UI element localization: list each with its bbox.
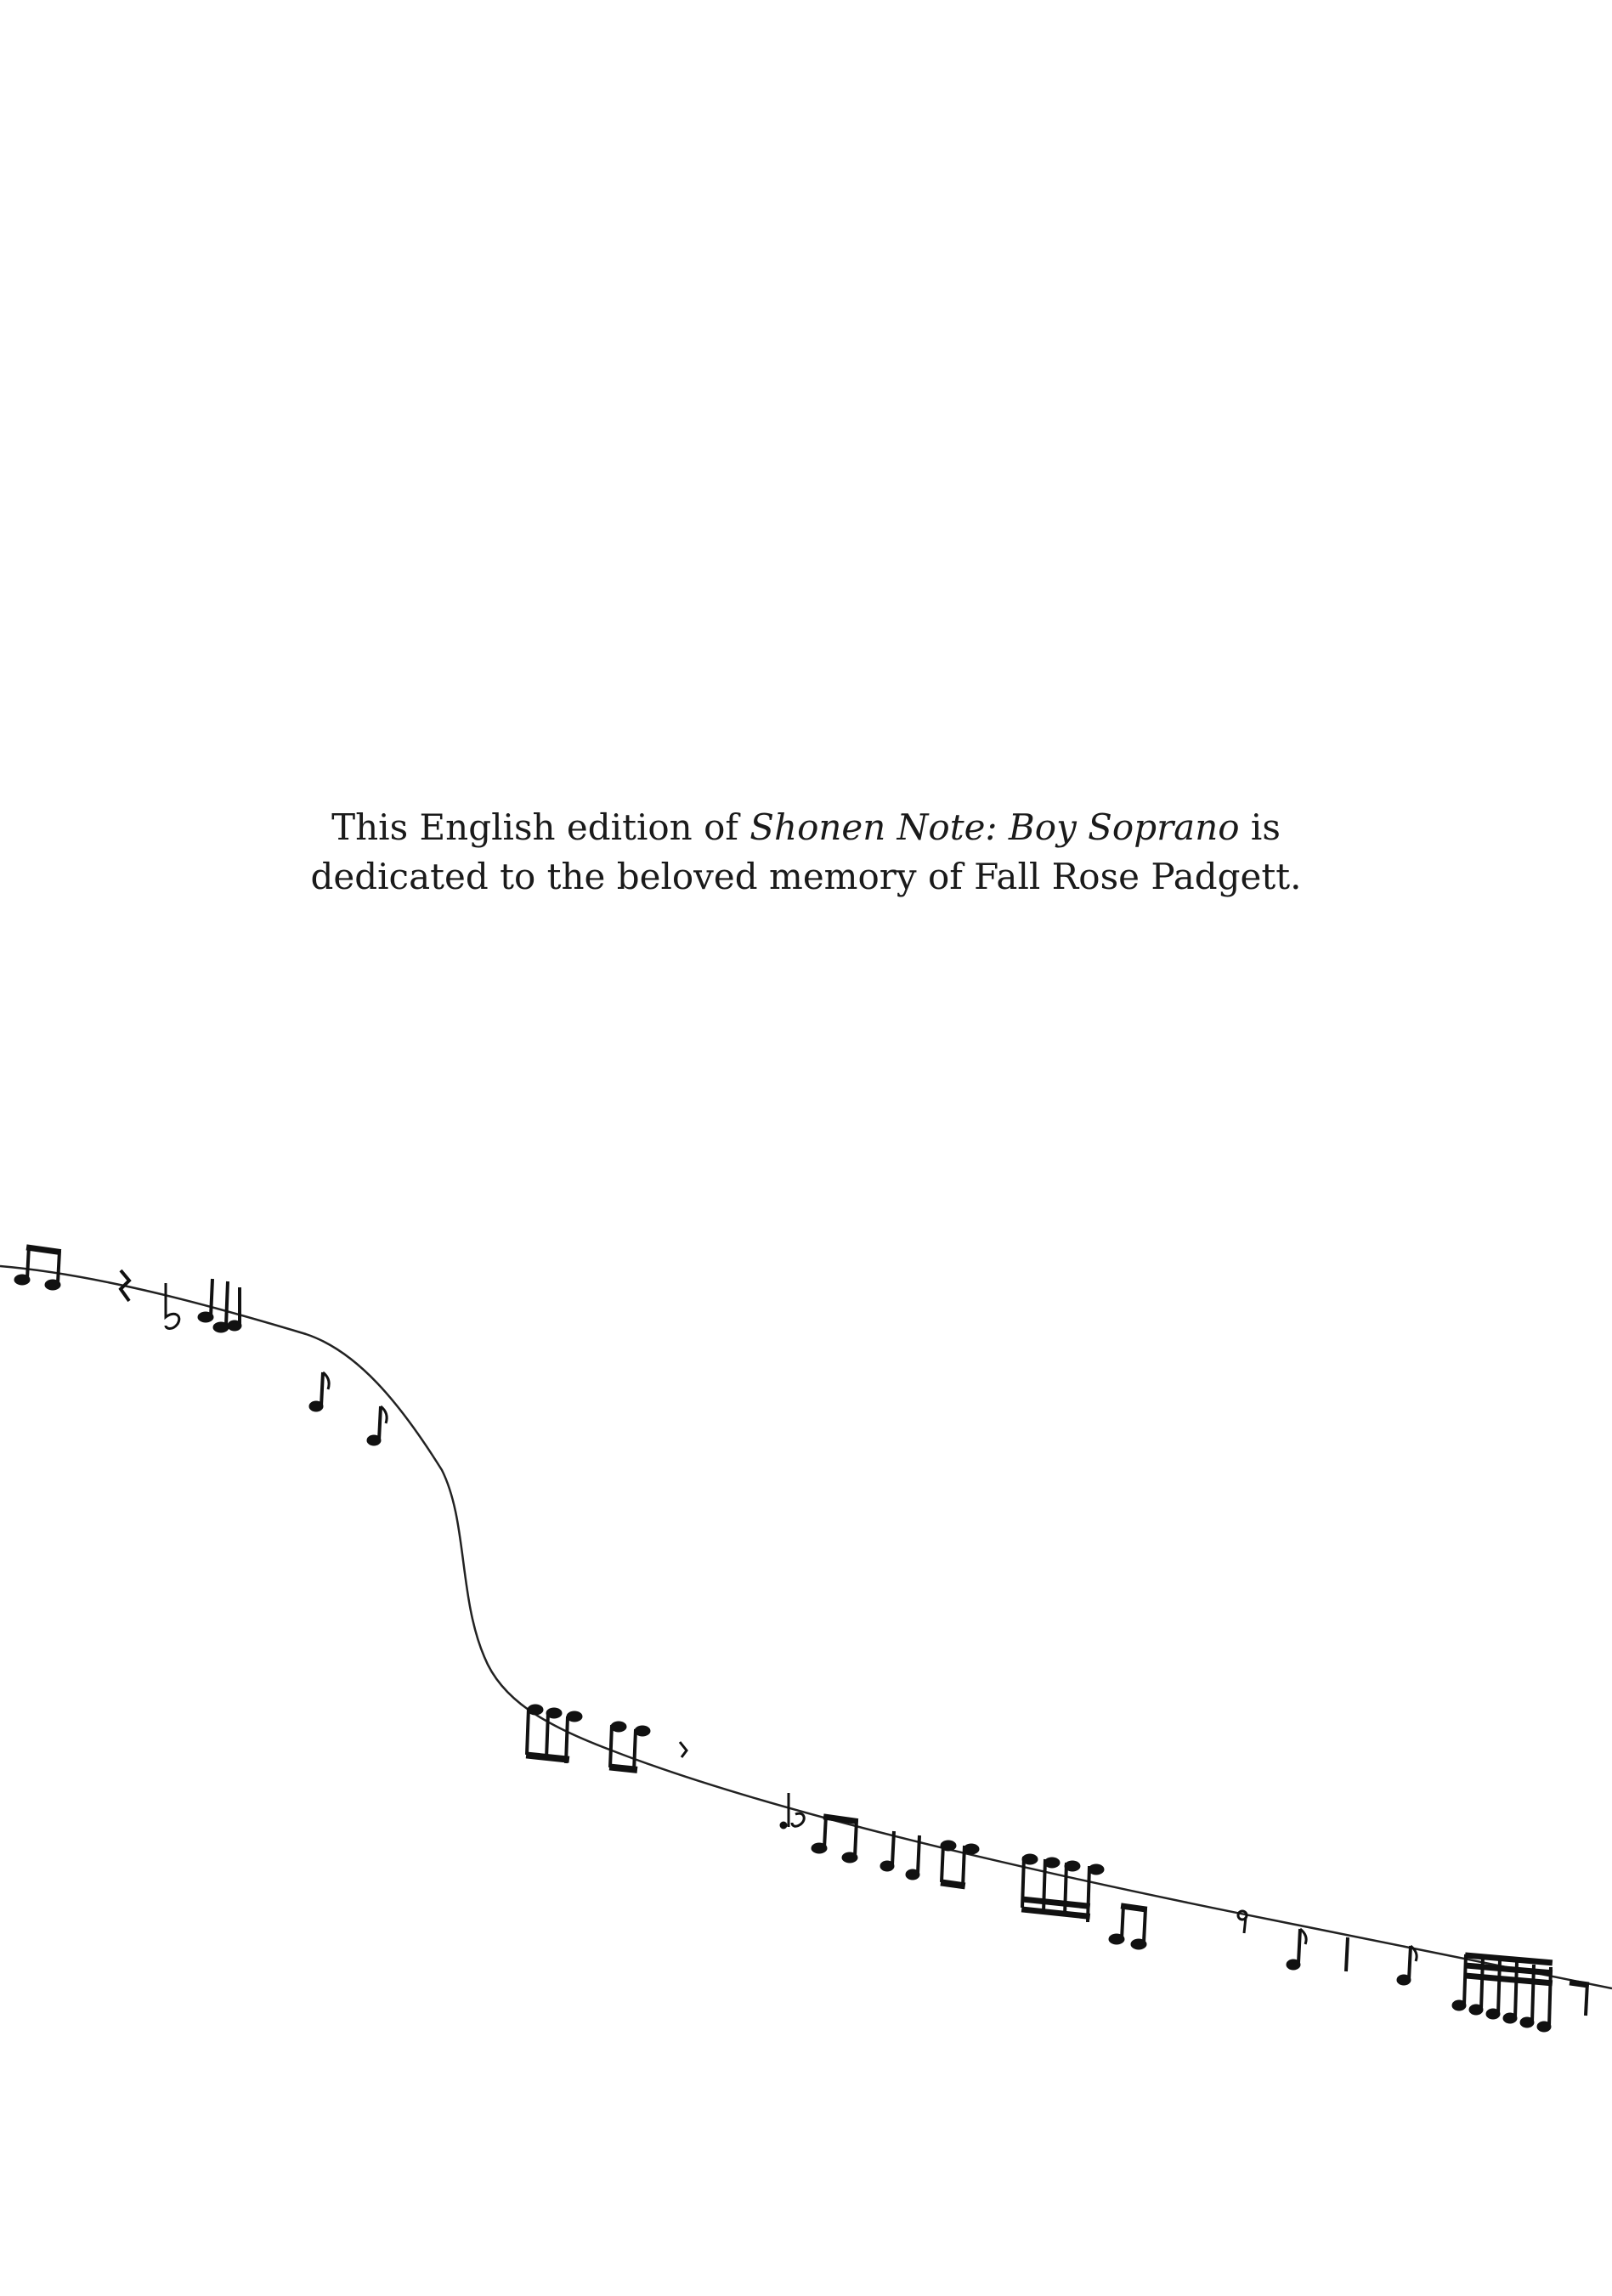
dedication-line-1-end: is	[1239, 806, 1281, 848]
dedication-line-1-start: This English edition of	[331, 806, 750, 848]
melody-line	[0, 1266, 1612, 1988]
dedication-line-2: dedicated to the beloved memory of Fall Rose Padgett.	[310, 856, 1302, 897]
music-notes-lower	[526, 1705, 1589, 2032]
book-title: Shonen Note: Boy Soprano	[749, 806, 1240, 848]
